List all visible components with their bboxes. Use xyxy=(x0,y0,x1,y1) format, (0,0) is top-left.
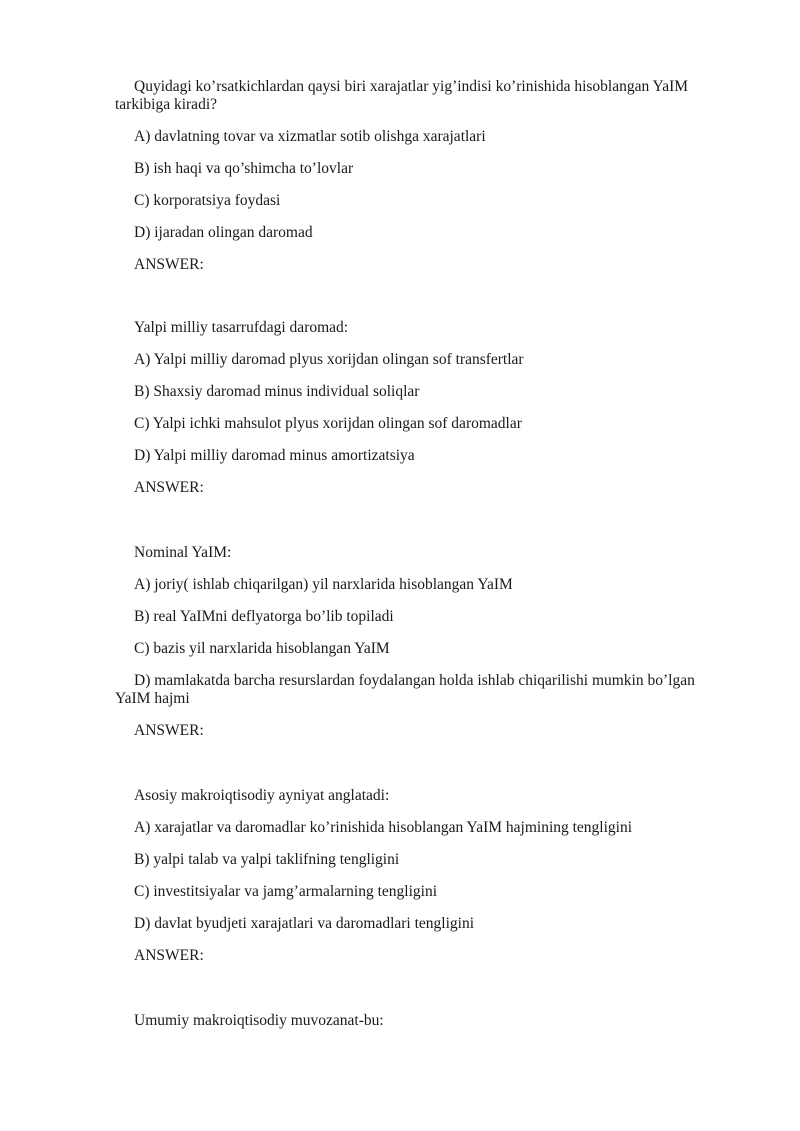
option-c: C) investitsiyalar va jamg’armalarning tengligini xyxy=(134,883,438,900)
option-b: B) Shaxsiy daromad minus individual soliqlar xyxy=(134,383,420,400)
option-a: A) xarajatlar va daromadlar ko’rinishida hisoblangan YaIM hajmining tengligini xyxy=(134,819,633,836)
question-stem: Umumiy makroiqtisodiy muvozanat-bu: xyxy=(134,1012,384,1029)
answer-label: ANSWER: xyxy=(134,947,204,964)
option-d: D) davlat byudjeti xarajatlari va daromadlari tengligini xyxy=(134,915,475,932)
question-5 xyxy=(115,1012,720,1030)
option-d: D) Yalpi milliy daromad minus amortizatsiya xyxy=(134,447,415,464)
option-a: A) Yalpi milliy daromad plyus xorijdan olingan sof transfertlar xyxy=(134,351,524,368)
answer-label: ANSWER: xyxy=(134,722,204,739)
option-c: C) korporatsiya foydasi xyxy=(134,192,281,209)
option-d: D) ijaradan olingan daromad xyxy=(134,224,313,241)
option-b: B) ish haqi va qo’shimcha to’lovlar xyxy=(134,160,354,177)
question-3 xyxy=(115,544,720,740)
option-b: B) real YaIMni deflyatorga bo’lib topiladi xyxy=(134,608,394,625)
option-a: A) joriy( ishlab chiqarilgan) yil narxlarida hisoblangan YaIM xyxy=(134,576,513,593)
question-2 xyxy=(115,319,720,497)
option-b: B) yalpi talab va yalpi taklifning tengligini xyxy=(134,851,400,868)
question-4 xyxy=(115,787,720,965)
question-1 xyxy=(115,78,720,274)
option-a: A) davlatning tovar va xizmatlar sotib olishga xarajatlari xyxy=(134,128,486,145)
option-c: C) bazis yil narxlarida hisoblangan YaIM xyxy=(134,640,390,657)
question-stem: Nominal YaIM: xyxy=(134,544,232,561)
question-stem: Yalpi milliy tasarrufdagi daromad: xyxy=(134,319,349,336)
option-c: C) Yalpi ichki mahsulot plyus xorijdan olingan sof daromadlar xyxy=(134,415,522,432)
option-d: D) mamlakatda barcha resurslardan foydalangan holda ishlab chiqarilishi mumkin bo’lgan YaIM hajmi xyxy=(115,672,695,707)
answer-label: ANSWER: xyxy=(134,256,204,273)
answer-label: ANSWER: xyxy=(134,479,204,496)
question-stem: Quyidagi ko’rsatkichlardan qaysi biri xarajatlar yig’indisi ko’rinishida hisoblangan YaIM tarkibiga kiradi? xyxy=(115,78,689,113)
question-stem: Asosiy makroiqtisodiy ayniyat anglatadi: xyxy=(134,787,390,804)
